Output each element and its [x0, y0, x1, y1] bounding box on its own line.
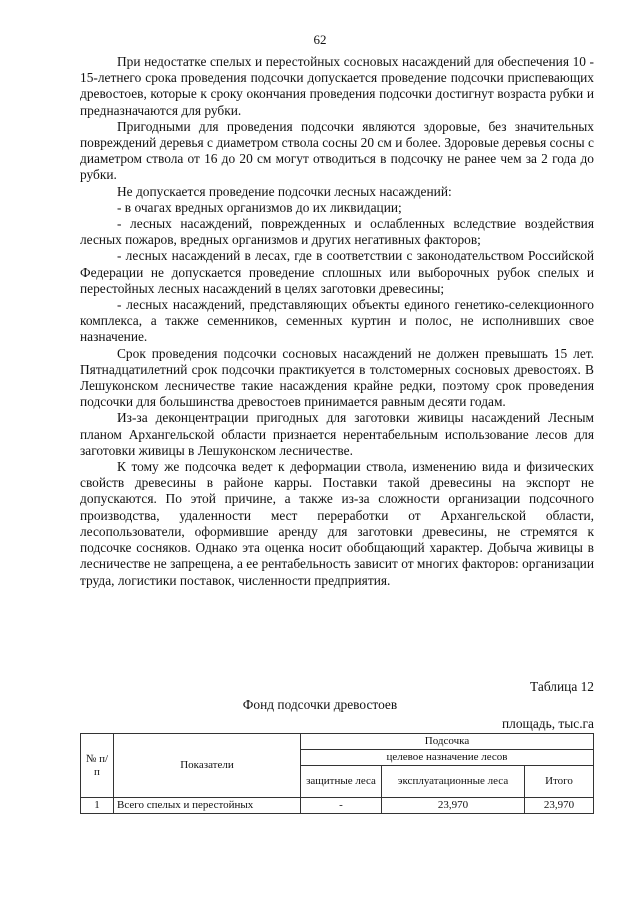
header-exploitation: эксплуатационные леса — [382, 766, 525, 798]
paragraph: Из-за деконцентрации пригодных для заготовки живицы насаждений Лесным планом Архангельской области признается нерентабельным использование лесов для заготовки живицы в Лешуконском лесничестве. — [80, 410, 594, 458]
cell-exploitation: 23,970 — [382, 798, 525, 814]
header-protective: защитные леса — [301, 766, 382, 798]
list-item: - лесных насаждений, представляющих объекты единого генетико-селекционного комплекса, а также семенников, семенных куртин и полос, не исполнивших свое назначение. — [80, 297, 594, 345]
table-row — [81, 798, 594, 814]
cell-total: 23,970 — [525, 798, 594, 814]
cell-name: Всего спелых и перестойных — [114, 798, 301, 814]
paragraph: Пригодными для проведения подсочки являются здоровые, без значительных повреждений деревья с диаметром ствола сосны 20 см и более. Здоровые деревья сосны с диаметром ствола от 16 до 20 см могут отводиться в подсочку не ранее чем за 2 года до рубки. — [80, 118, 594, 183]
paragraph: Не допускается проведение подсочки лесных насаждений: — [117, 183, 452, 199]
table-unit: площадь, тыс.га — [502, 716, 594, 731]
list-item: - лесных насаждений, поврежденных и ослабленных вследствие воздействия лесных пожаров, вредных организмов и других негативных факторов; — [80, 216, 594, 248]
tapping-fund-table — [80, 733, 594, 814]
header-indicators: Показатели — [114, 734, 301, 798]
header-num: № п/п — [81, 734, 114, 798]
list-item: - лесных насаждений в лесах, где в соответствии с законодательством Российской Федерации не допускается проведение сплошных или выборочных рубок спелых и перестойных лесных насаждений в целях заготовки древесины; — [80, 248, 594, 296]
body-text — [80, 54, 594, 589]
header-purpose: целевое назначение лесов — [301, 750, 594, 766]
cell-num: 1 — [81, 798, 114, 814]
paragraph: К тому же подсочка ведет к деформации ствола, изменению вида и физических свойств древесины в районе карры. Поставки такой древесины на экспорт не допускаются. По этой причине, а также из-за сложности организации подсочного производства, удаленности мест переработки от Архангельской области, лесопользователи, оформившие аренду для заготовки древесины, не стремятся к подсочке сосняков. Однако эта оценка носит обобщающий характер. Добыча живицы в лесничестве не запрещена, а ее рентабельность зависит от многих факторов: организации труда, логистики поставок, численности предприятия. — [80, 459, 594, 588]
header-tapping: Подсочка — [301, 734, 594, 750]
paragraph: Срок проведения подсочки сосновых насаждений не должен превышать 15 лет. Пятнадцатилетний срок подсочки практикуется в толстомерных сосновых древостоях. В Лешуконском лесничестве такие насаждения крайне редки, поэтому срок проведения подсочки для большинства древостоев принимается равным десяти годам. — [80, 345, 594, 410]
list-item: - в очагах вредных организмов до их ликвидации; — [117, 199, 402, 215]
page-number: 62 — [313, 32, 327, 47]
cell-protective: - — [301, 798, 382, 814]
paragraph: При недостатке спелых и перестойных сосновых насаждений для обеспечения 10 - 15-летнего срока проведения подсочки допускается проведение подсочки приспевающих древостоев, которые к сроку окончания проведения подсочки достигнут возраста рубки и предназначаются для рубки. — [80, 54, 594, 118]
table-title: Фонд подсочки древостоев — [242, 697, 398, 712]
table-label: Таблица 12 — [530, 679, 594, 694]
header-total: Итого — [525, 766, 594, 798]
